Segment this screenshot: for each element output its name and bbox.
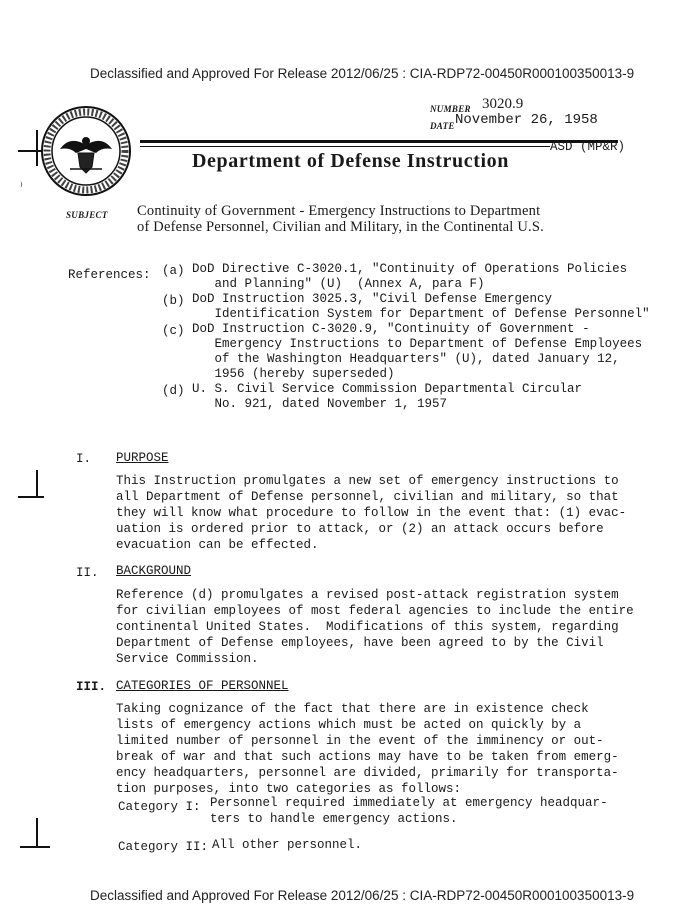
paragraph-line: they will know what procedure to follow in the event that: (1) evac- — [116, 506, 627, 520]
reference-marker: (d) — [162, 384, 185, 398]
paragraph-line: evacuation can be effected. — [116, 538, 319, 552]
category-line: Personnel required immediately at emergency headquar- — [210, 796, 608, 810]
subject-line: of Defense Personnel, Civilian and Military, in the Continental U.S. — [137, 219, 544, 235]
document-title: Department of Defense Instruction — [192, 150, 509, 172]
margin-mark — [18, 496, 44, 498]
margin-mark — [36, 470, 38, 498]
references-label: References: — [68, 268, 151, 282]
paragraph-line: for civilian employees of most federal agencies to include the entire — [116, 604, 634, 618]
reference-line: DoD Directive C-3020.1, "Continuity of Operations Policies — [192, 262, 628, 276]
section-heading: CATEGORIES OF PERSONNEL — [116, 679, 289, 693]
dod-seal-icon — [40, 105, 132, 197]
reference-line: and Planning" (U) (Annex A, para F) — [192, 277, 485, 291]
paragraph-line: all Department of Defense personnel, civilian and military, so that — [116, 490, 619, 504]
number-label: NUMBER — [430, 104, 471, 114]
number-value: 3020.9 — [482, 96, 524, 112]
reference-marker: (c) — [162, 324, 185, 338]
reference-marker: (b) — [162, 294, 185, 308]
margin-mark — [18, 150, 42, 152]
reference-line: Emergency Instructions to Department of Defense Employees — [192, 337, 643, 351]
header-rule — [140, 140, 618, 143]
reference-line: U. S. Civil Service Commission Departmental Circular — [192, 382, 583, 396]
paragraph-line: break of war and that such actions may have to be taken from emerg- — [116, 750, 619, 764]
paragraph-line: Taking cognizance of the fact that there are in existence check — [116, 702, 589, 716]
paragraph-line: uation is ordered prior to attack, or (2) an attack occurs before — [116, 522, 604, 536]
paragraph-line: Service Commission. — [116, 652, 259, 666]
section-numeral: II. — [76, 566, 99, 580]
office-code: ASD (MP&R) — [550, 140, 626, 154]
date-value: November 26, 1958 — [455, 112, 598, 128]
paragraph-line: Department of Defense employees, have been agreed to by the Civil — [116, 636, 604, 650]
subject-line: Continuity of Government - Emergency Instructions to Department — [137, 203, 541, 219]
section-heading: BACKGROUND — [116, 564, 192, 578]
section-heading: PURPOSE — [116, 451, 169, 465]
subject-label: SUBJECT — [66, 210, 108, 220]
category-label: Category II: — [118, 840, 209, 854]
reference-line: DoD Instruction C-3020.9, "Continuity of Government - — [192, 322, 590, 336]
paragraph-line: Reference (d) promulgates a revised post-attack registration system — [116, 588, 619, 602]
reference-line: Identification System for Department of Defense Personnel" — [192, 307, 650, 321]
paragraph-line: This Instruction promulgates a new set of emergency instructions to — [116, 474, 619, 488]
margin-mark — [36, 818, 38, 848]
paragraph-line: limited number of personnel in the event of the imminency or out- — [116, 734, 604, 748]
reference-line: 1956 (hereby superseded) — [192, 367, 395, 381]
reference-line: No. 921, dated November 1, 1957 — [192, 397, 448, 411]
category-line: All other personnel. — [212, 838, 363, 852]
reference-line: DoD Instruction 3025.3, "Civil Defense Emergency — [192, 292, 553, 306]
date-label: DATE — [430, 121, 455, 131]
dod-seal — [40, 105, 132, 197]
declassified-banner-bottom: Declassified and Approved For Release 2012/06/25 : CIA-RDP72-00450R000100350013-9 — [90, 888, 635, 903]
reference-marker: (a) — [162, 264, 185, 278]
section-numeral: III. — [76, 680, 107, 694]
margin-mark — [20, 846, 50, 848]
margin-mark — [36, 130, 38, 166]
paragraph-line: tion purposes, into two categories as follows: — [116, 782, 462, 796]
category-line: ters to handle emergency actions. — [210, 812, 458, 826]
header-rule — [140, 146, 550, 147]
category-label: Category I: — [118, 800, 201, 814]
declassified-banner-top: Declassified and Approved For Release 2012/06/25 : CIA-RDP72-00450R000100350013-9 — [90, 66, 635, 81]
paragraph-line: continental United States. Modifications of this system, regarding — [116, 620, 619, 634]
paragraph-line: lists of emergency actions which must be acted on quickly by a — [116, 718, 582, 732]
section-numeral: I. — [76, 452, 92, 466]
reference-line: of the Washington Headquarters" (U), dated January 12, — [192, 352, 620, 366]
paragraph-line: ency headquarters, personnel are divided, primarily for transporta- — [116, 766, 619, 780]
